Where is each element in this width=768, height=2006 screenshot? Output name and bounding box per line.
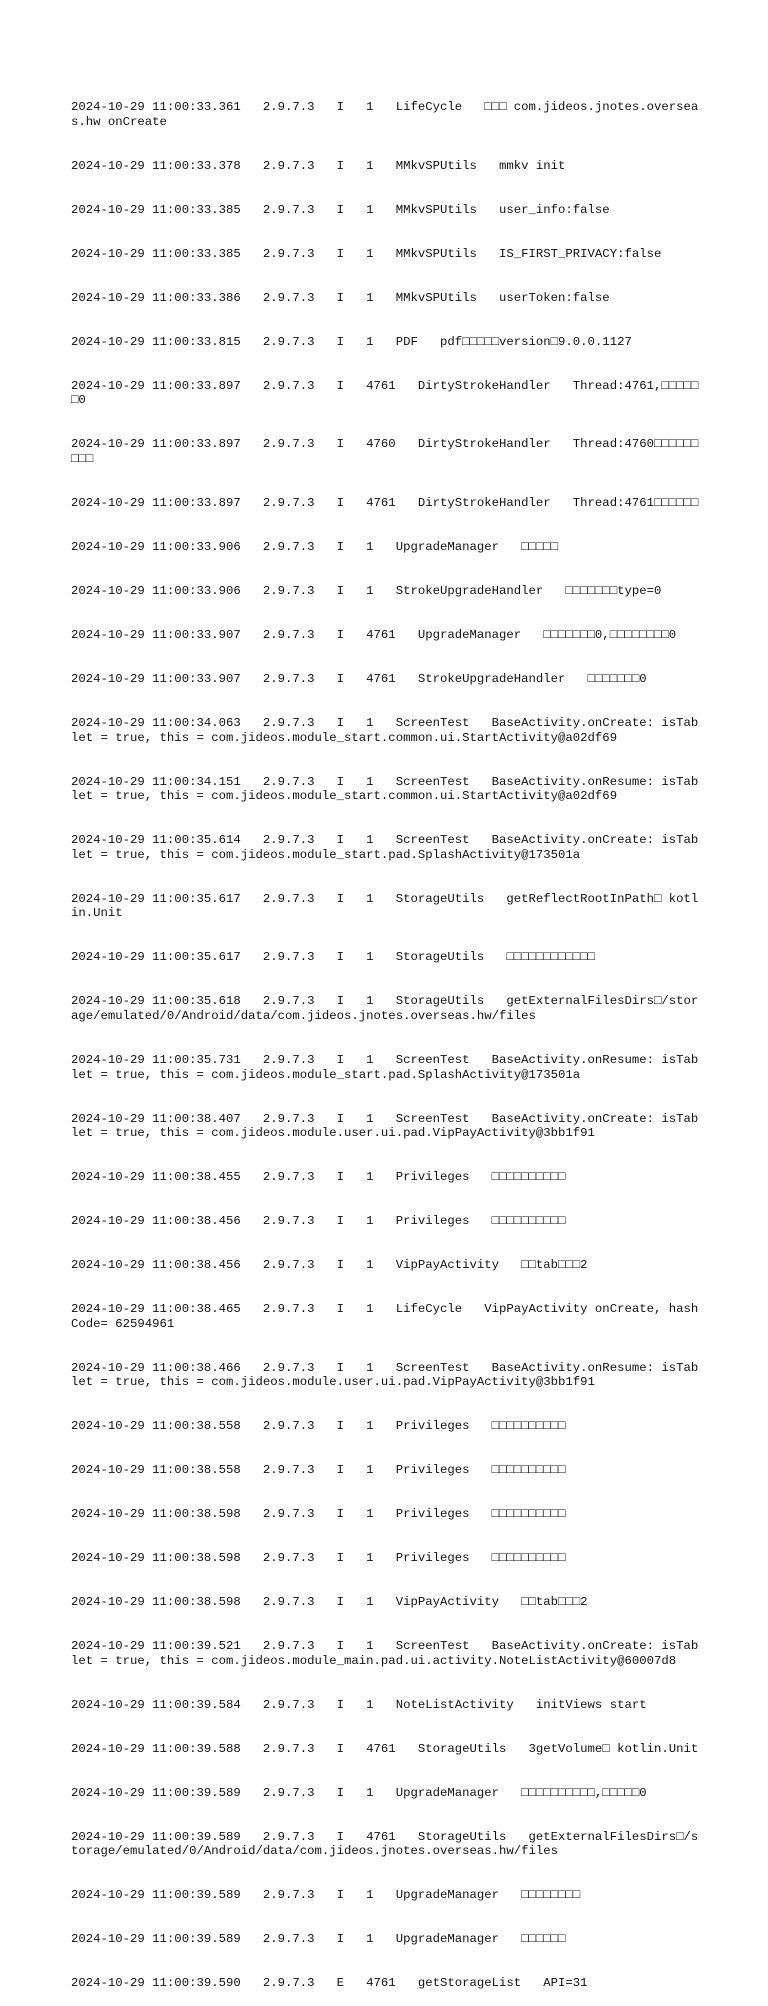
log-line: 2024-10-29 11:00:38.456 2.9.7.3 I 1 VipPayActivity □□tab□□□2 — [71, 1258, 588, 1273]
log-line: 2024-10-29 11:00:38.598 2.9.7.3 I 1 Privileges □□□□□□□□□□ — [71, 1507, 566, 1522]
log-line: 2024-10-29 11:00:39.590 2.9.7.3 E 4761 getStorageList API=31 — [71, 1976, 588, 1991]
log-line: 2024-10-29 11:00:38.598 2.9.7.3 I 1 Privileges □□□□□□□□□□ — [71, 1551, 566, 1566]
log-line: 2024-10-29 11:00:38.407 2.9.7.3 I 1 ScreenTest BaseActivity.onCreate: isTablet = true, this = com.jideos.module.user.ui.pad.VipPayActivity@3bb1f91 — [71, 1111, 699, 1141]
log-line: 2024-10-29 11:00:33.378 2.9.7.3 I 1 MMkvSPUtils mmkv init — [71, 158, 566, 173]
log-line: 2024-10-29 11:00:34.063 2.9.7.3 I 1 ScreenTest BaseActivity.onCreate: isTablet = true, this = com.jideos.module_start.common.ui.StartActivity@a02df69 — [71, 715, 699, 745]
log-line: 2024-10-29 11:00:33.897 2.9.7.3 I 4761 DirtyStrokeHandler Thread:4761,□□□□□□0 — [71, 378, 699, 408]
log-line: 2024-10-29 11:00:33.385 2.9.7.3 I 1 MMkvSPUtils IS_FIRST_PRIVACY:false — [71, 246, 662, 261]
log-line: 2024-10-29 11:00:39.588 2.9.7.3 I 4761 StorageUtils 3getVolume□ kotlin.Unit — [71, 1741, 699, 1756]
log-line: 2024-10-29 11:00:34.151 2.9.7.3 I 1 ScreenTest BaseActivity.onResume: isTablet = true, this = com.jideos.module_start.common.ui.StartActivity@a02df69 — [71, 774, 699, 804]
log-line: 2024-10-29 11:00:38.465 2.9.7.3 I 1 LifeCycle VipPayActivity onCreate, hashCode= 62594961 — [71, 1302, 699, 1331]
log-line: 2024-10-29 11:00:33.906 2.9.7.3 I 1 StrokeUpgradeHandler □□□□□□□type=0 — [71, 583, 662, 598]
log-line: 2024-10-29 11:00:33.386 2.9.7.3 I 1 MMkvSPUtils userToken:false — [71, 290, 610, 305]
log-line: 2024-10-29 11:00:38.466 2.9.7.3 I 1 ScreenTest BaseActivity.onResume: isTablet = true, this = com.jideos.module.user.ui.pad.VipPayActivity@3bb1f91 — [71, 1360, 699, 1390]
log-line: 2024-10-29 11:00:33.907 2.9.7.3 I 4761 StrokeUpgradeHandler □□□□□□□0 — [71, 671, 647, 686]
log-line: 2024-10-29 11:00:33.897 2.9.7.3 I 4761 DirtyStrokeHandler Thread:4761□□□□□□ — [71, 496, 699, 511]
log-line: 2024-10-29 11:00:38.456 2.9.7.3 I 1 Privileges □□□□□□□□□□ — [71, 1214, 566, 1229]
log-line: 2024-10-29 11:00:33.385 2.9.7.3 I 1 MMkvSPUtils user_info:false — [71, 202, 610, 217]
log-line: 2024-10-29 11:00:33.815 2.9.7.3 I 1 PDF pdf□□□□□version□9.0.0.1127 — [71, 334, 632, 349]
log-document — [71, 71, 701, 2006]
log-line: 2024-10-29 11:00:33.897 2.9.7.3 I 4760 DirtyStrokeHandler Thread:4760□□□□□□□□□ — [71, 437, 699, 467]
log-line: 2024-10-29 11:00:33.907 2.9.7.3 I 4761 UpgradeManager □□□□□□□0,□□□□□□□□0 — [71, 627, 677, 642]
log-line: 2024-10-29 11:00:38.455 2.9.7.3 I 1 Privileges □□□□□□□□□□ — [71, 1170, 566, 1185]
log-line: 2024-10-29 11:00:33.361 2.9.7.3 I 1 LifeCycle □□□ com.jideos.jnotes.overseas.hw onCreate — [71, 100, 699, 129]
log-line: 2024-10-29 11:00:33.906 2.9.7.3 I 1 UpgradeManager □□□□□ — [71, 540, 559, 554]
log-line: 2024-10-29 11:00:39.521 2.9.7.3 I 1 ScreenTest BaseActivity.onCreate: isTablet = true, this = com.jideos.module_main.pad.ui.activity.NoteListActivity@60007d8 — [71, 1639, 699, 1668]
log-line: 2024-10-29 11:00:39.589 2.9.7.3 I 4761 StorageUtils getExternalFilesDirs□/storage/emulated/0/Android/data/com.jideos.jnotes.overseas.hw/files — [71, 1829, 699, 1859]
log-line: 2024-10-29 11:00:39.584 2.9.7.3 I 1 NoteListActivity initViews start — [71, 1697, 647, 1712]
log-line: 2024-10-29 11:00:39.589 2.9.7.3 I 1 UpgradeManager □□□□□□ — [71, 1932, 566, 1947]
log-line: 2024-10-29 11:00:35.617 2.9.7.3 I 1 StorageUtils □□□□□□□□□□□□ — [71, 950, 595, 965]
log-line: 2024-10-29 11:00:35.731 2.9.7.3 I 1 ScreenTest BaseActivity.onResume: isTablet = true, this = com.jideos.module_start.pad.SplashActivity@173501a — [71, 1052, 699, 1082]
log-line: 2024-10-29 11:00:38.598 2.9.7.3 I 1 VipPayActivity □□tab□□□2 — [71, 1595, 588, 1610]
log-line: 2024-10-29 11:00:39.589 2.9.7.3 I 1 UpgradeManager □□□□□□□□ — [71, 1888, 581, 1903]
log-line: 2024-10-29 11:00:35.617 2.9.7.3 I 1 StorageUtils getReflectRootInPath□ kotlin.Unit — [71, 891, 699, 921]
log-line: 2024-10-29 11:00:38.558 2.9.7.3 I 1 Privileges □□□□□□□□□□ — [71, 1463, 566, 1478]
log-line: 2024-10-29 11:00:38.558 2.9.7.3 I 1 Privileges □□□□□□□□□□ — [71, 1419, 566, 1434]
log-line: 2024-10-29 11:00:35.614 2.9.7.3 I 1 ScreenTest BaseActivity.onCreate: isTablet = true, this = com.jideos.module_start.pad.SplashActivity@173501a — [71, 833, 699, 862]
log-line: 2024-10-29 11:00:39.589 2.9.7.3 I 1 UpgradeManager □□□□□□□□□□,□□□□□0 — [71, 1785, 647, 1800]
log-line: 2024-10-29 11:00:35.618 2.9.7.3 I 1 StorageUtils getExternalFilesDirs□/storage/emulated/0/Android/data/com.jideos.jnotes.overseas.hw/files — [71, 994, 699, 1023]
